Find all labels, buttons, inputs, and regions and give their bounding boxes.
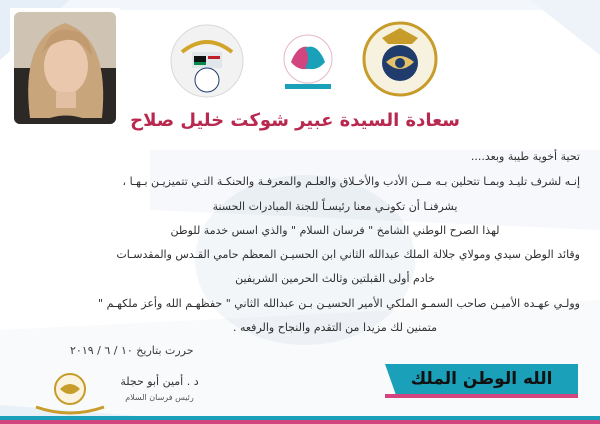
recipient-title: سعادة السيدة عبير شوكت خليل صلاح [130, 110, 460, 131]
issue-date: حررت بتاريخ ١٠ / ٦ / ٢٠١٩ [70, 344, 194, 357]
body-line-3: لهذا الصرح الوطني الشامخ " فرسان السلام " والذي اسس خدمة للوطن [170, 224, 500, 237]
signatory-title: رئيس فرسان السلام [125, 393, 194, 402]
bottom-stripe-pink [0, 420, 600, 424]
greeting-text: تحية أخوية طيبة وبعد.... [470, 150, 580, 163]
body-line-2: يشرفنـا أن تكونـي معنا رئيسـاً للجنة المبادرات الحسنة [212, 200, 458, 213]
body-line-6: وولـي عهـده الأميـن صاحب السمـو الملكي الأمير الحسيـن بـن عبدالله الثاني " حفظهـم الله وأعز ملكهـم " [98, 297, 580, 310]
footer-slogan: الله الوطن الملك [410, 369, 553, 389]
body-line-7: متمنين لك مزيدا من التقدم والنجاح والرفعه . [232, 321, 437, 334]
body-line-5: خادم أولى القبلتين وثالث الحرمين الشريفين [235, 272, 435, 285]
army-emblem-logo [360, 18, 440, 100]
jordan-peace-logo [168, 22, 246, 100]
good-initiatives-logo [275, 28, 341, 94]
body-line-1: إنـه لشرف تليـد وبمـا تتحلين بـه مــن الأدب والأخـلاق والعلـم والمعرفـة والحنكـة التـي تتميزيـن بـهـا ، [122, 175, 580, 188]
profile-photo [10, 8, 120, 128]
signature-seal-logo [30, 367, 110, 419]
signatory-name: د . أمين أبو حجلة [120, 375, 199, 388]
body-line-4: وقائد الوطن سيدي ومولاي جلالة الملك عبدالله الثاني ابن الحسيـن المعظم حامي القـدس والمقدسـات [116, 248, 580, 261]
